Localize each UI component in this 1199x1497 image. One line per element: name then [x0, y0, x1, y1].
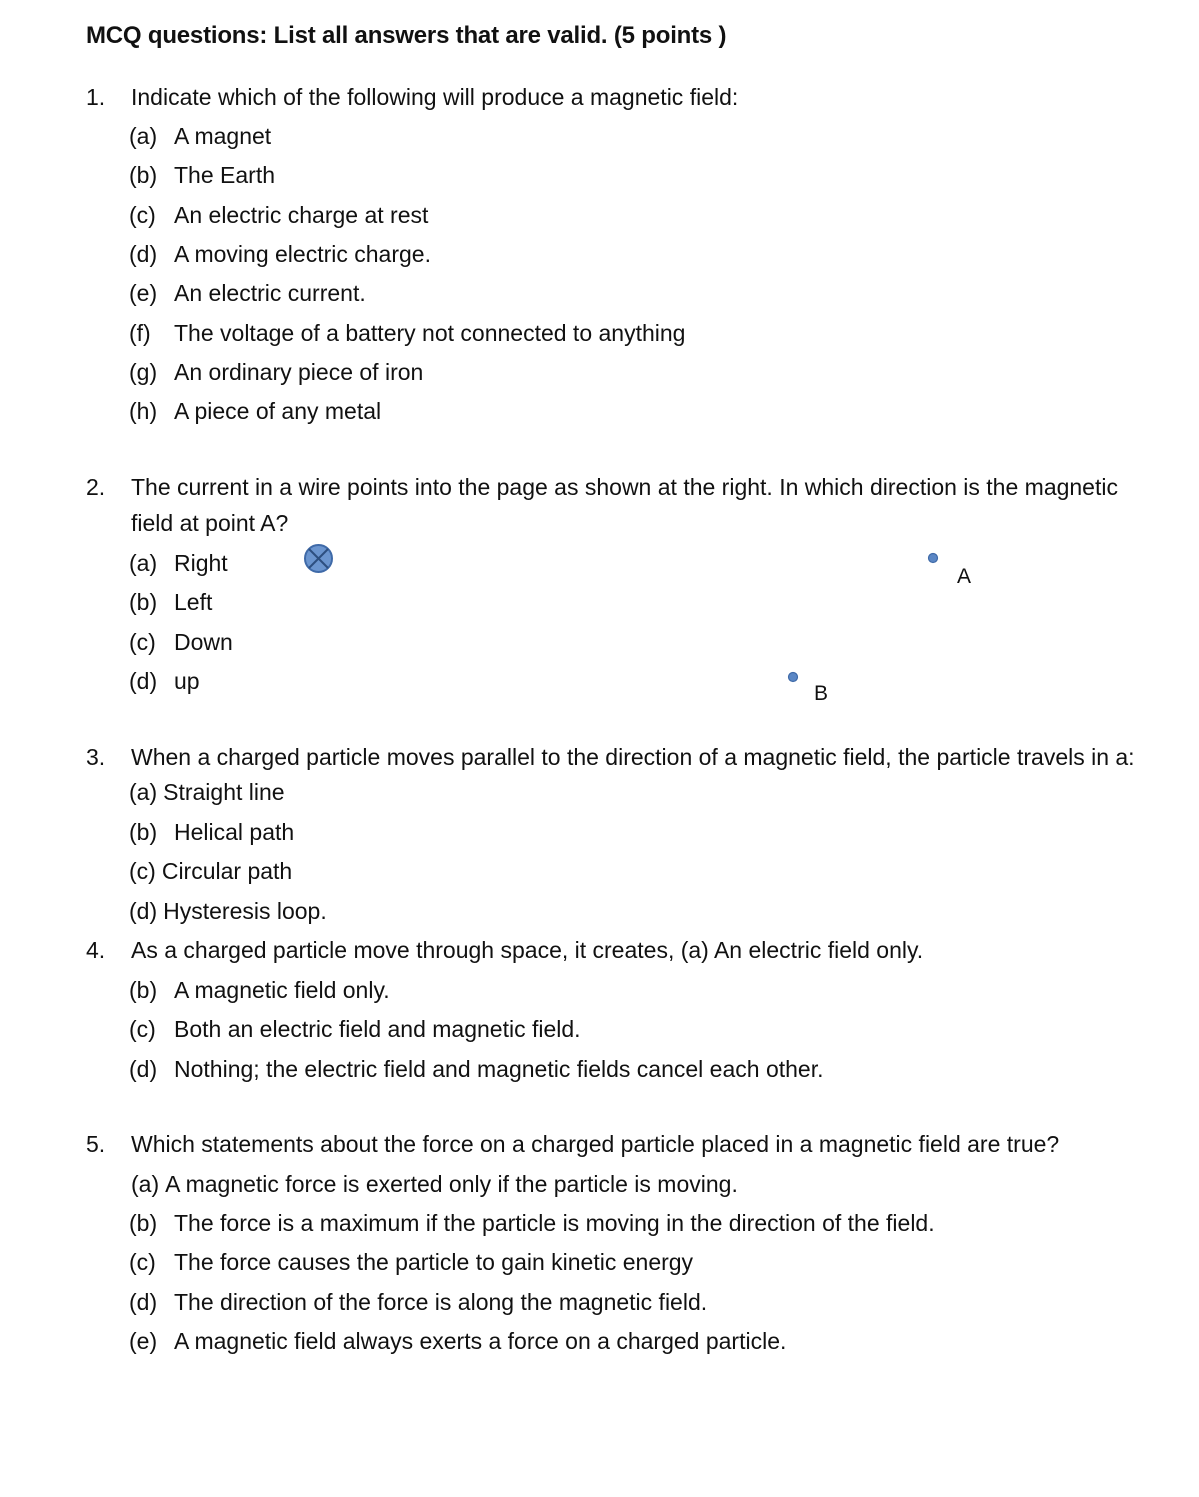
- question-3-text: When a charged particle moves parallel to the direction of a magnetic field, the particle travels in a:: [131, 744, 1135, 770]
- point-b-dot-icon: [787, 671, 799, 683]
- q2-option-a-label: (a): [129, 550, 158, 576]
- q3-option-c-text: Circular path: [161, 858, 293, 884]
- question-2-text-line1: The current in a wire points into the page as shown at the right. In which direction is the magnetic: [131, 474, 1118, 500]
- q1-option-a-text: A magnet: [174, 123, 272, 149]
- q1-option-e: [129, 280, 366, 307]
- q3-option-c: [129, 858, 292, 885]
- q1-option-d: [129, 241, 431, 268]
- q5-option-a-label: (a): [131, 1171, 160, 1197]
- q1-option-h: [129, 398, 381, 425]
- q1-option-d-text: A moving electric charge.: [174, 241, 431, 267]
- q3-option-d-text: Hysteresis loop.: [163, 898, 327, 924]
- q5-option-a: [131, 1171, 738, 1198]
- q3-option-b: [129, 819, 294, 846]
- q1-option-c-text: An electric charge at rest: [174, 202, 429, 228]
- q5-option-c-label: (c): [129, 1249, 156, 1275]
- question-2-text-line2: field at point A?: [131, 510, 289, 536]
- q3-option-d: [129, 898, 327, 925]
- question-4-number: 4.: [86, 937, 106, 963]
- q2-option-c: [129, 629, 233, 656]
- q5-option-e-text: A magnetic field always exerts a force on a charged particle.: [174, 1328, 787, 1354]
- q2-option-d-label: (d): [129, 668, 158, 694]
- q2-option-d-text: up: [174, 668, 200, 694]
- q4-option-b-label: (b): [129, 977, 158, 1003]
- q3-option-b-label: (b): [129, 819, 158, 845]
- question-5-text: Which statements about the force on a charged particle placed in a magnetic field are true?: [131, 1131, 1060, 1157]
- q2-option-d: [129, 668, 200, 695]
- q5-option-e-label: (e): [129, 1328, 158, 1354]
- q4-option-c-label: (c): [129, 1016, 156, 1042]
- q3-option-c-label: (c): [129, 858, 156, 884]
- question-1-number: 1.: [86, 84, 106, 110]
- q2-option-b-label: (b): [129, 589, 158, 615]
- q1-option-b: [129, 162, 275, 189]
- q5-option-c-text: The force causes the particle to gain kinetic energy: [174, 1249, 694, 1275]
- q1-option-f-text: The voltage of a battery not connected to anything: [174, 320, 686, 346]
- q2-option-a: [129, 550, 228, 577]
- q2-option-c-text: Down: [174, 629, 233, 655]
- q5-option-c: [129, 1249, 693, 1276]
- q4-option-b: [129, 977, 390, 1004]
- question-5-number: 5.: [86, 1131, 106, 1157]
- q1-option-c: [129, 202, 428, 229]
- question-1-text: Indicate which of the following will produce a magnetic field:: [131, 84, 739, 110]
- point-a-dot-icon: [927, 552, 939, 564]
- q5-option-d: [129, 1289, 707, 1316]
- q1-option-f-label: (f): [129, 320, 151, 346]
- q2-option-a-text: Right: [174, 550, 228, 576]
- point-a-label: A: [957, 565, 972, 588]
- q1-option-a: [129, 123, 271, 150]
- q5-option-b-text: The force is a maximum if the particle is moving in the direction of the field.: [174, 1210, 935, 1236]
- q4-option-c: [129, 1016, 581, 1043]
- q1-option-e-label: (e): [129, 280, 158, 306]
- q1-option-b-label: (b): [129, 162, 158, 188]
- q1-option-g-label: (g): [129, 359, 158, 385]
- current-into-page-icon: [303, 543, 334, 574]
- q5-option-b: [129, 1210, 935, 1237]
- q2-option-c-label: (c): [129, 629, 156, 655]
- q4-option-b-text: A magnetic field only.: [174, 977, 390, 1003]
- q1-option-g-text: An ordinary piece of iron: [174, 359, 424, 385]
- q5-option-b-label: (b): [129, 1210, 158, 1236]
- question-4-text: As a charged particle move through space, it creates, (a) An electric field only.: [131, 937, 924, 963]
- q4-option-c-text: Both an electric field and magnetic field.: [174, 1016, 581, 1042]
- q1-option-h-label: (h): [129, 398, 158, 424]
- question-2-number: 2.: [86, 474, 106, 500]
- q3-option-b-text: Helical path: [174, 819, 295, 845]
- q1-option-f: [129, 320, 685, 347]
- q3-option-a-text: Straight line: [163, 779, 285, 805]
- q3-option-a: [129, 779, 285, 806]
- q2-option-b: [129, 589, 212, 616]
- q1-option-d-label: (d): [129, 241, 158, 267]
- q2-option-b-text: Left: [174, 589, 213, 615]
- q1-option-b-text: The Earth: [174, 162, 275, 188]
- q4-option-d-label: (d): [129, 1056, 158, 1082]
- q1-option-c-label: (c): [129, 202, 156, 228]
- question-3-number: 3.: [86, 744, 106, 770]
- q1-option-g: [129, 359, 423, 386]
- point-b-label: B: [814, 682, 829, 705]
- page-title: MCQ questions: List all answers that are valid. (5 points ): [86, 22, 727, 49]
- q1-option-a-label: (a): [129, 123, 158, 149]
- q5-option-e: [129, 1328, 786, 1355]
- q4-option-d-text: Nothing; the electric field and magnetic fields cancel each other.: [174, 1056, 824, 1082]
- q5-option-d-text: The direction of the force is along the magnetic field.: [174, 1289, 708, 1315]
- q1-option-e-text: An electric current.: [174, 280, 366, 306]
- q5-option-a-text: A magnetic force is exerted only if the particle is moving.: [165, 1171, 738, 1197]
- q1-option-h-text: A piece of any metal: [174, 398, 382, 424]
- q5-option-d-label: (d): [129, 1289, 158, 1315]
- q3-option-a-label: (a): [129, 779, 158, 805]
- q3-option-d-label: (d): [129, 898, 158, 924]
- q4-option-d: [129, 1056, 824, 1083]
